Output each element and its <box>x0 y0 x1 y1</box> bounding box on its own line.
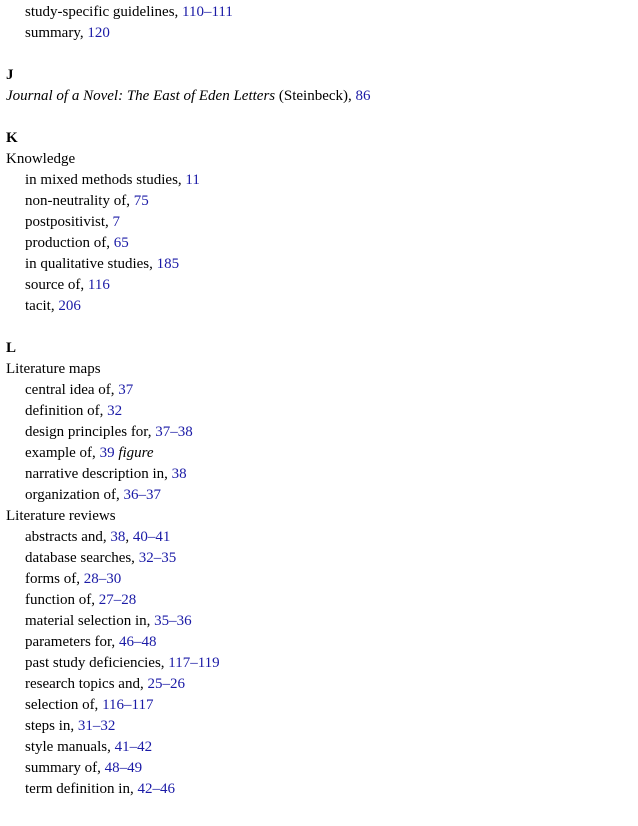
page-link[interactable]: 117–119 <box>168 655 220 671</box>
page-link[interactable]: 185 <box>156 256 180 272</box>
index-subentry <box>6 737 626 758</box>
entry-text: in qualitative studies, <box>25 256 157 272</box>
entry-text: Literature reviews <box>6 508 116 524</box>
entry-text: (Steinbeck), <box>275 88 356 104</box>
page-link[interactable]: 35–36 <box>154 613 192 629</box>
page-link[interactable]: 38 <box>110 529 126 545</box>
entry-text: K <box>6 130 18 146</box>
index-subentry <box>6 716 626 737</box>
page-link[interactable]: 116 <box>87 277 110 293</box>
entry-text: Literature maps <box>6 361 101 377</box>
entry-text: narrative description in, <box>25 466 172 482</box>
page-link[interactable]: 110–111 <box>182 4 233 20</box>
entry-text: Knowledge <box>6 151 76 167</box>
page-link[interactable]: 46–48 <box>118 634 157 650</box>
entry-text: database searches, <box>25 550 139 566</box>
page-link[interactable]: 32 <box>107 403 123 419</box>
entry-text: organization of, <box>25 487 124 503</box>
index-subentry <box>6 653 626 674</box>
section-gap <box>6 107 626 128</box>
entry-text: tacit, <box>25 298 59 314</box>
page-link[interactable]: 75 <box>133 193 149 209</box>
index-subentry <box>6 380 626 401</box>
section-letter <box>6 128 626 149</box>
entry-text: term definition in, <box>25 781 138 797</box>
index-subentry <box>6 569 626 590</box>
index-subentry <box>6 23 626 44</box>
entry-text: source of, <box>25 277 88 293</box>
index-entry <box>6 149 626 170</box>
index-subentry <box>6 443 626 464</box>
page-link[interactable]: 32–35 <box>138 550 177 566</box>
entry-text: past study deficiencies, <box>25 655 169 671</box>
entry-text: function of, <box>25 592 99 608</box>
index-entry <box>6 86 626 107</box>
page-link[interactable]: 37–38 <box>155 424 193 440</box>
index-subentry <box>6 2 626 23</box>
entry-text: summary, <box>25 25 88 41</box>
index-subentry <box>6 527 626 548</box>
entry-text: definition of, <box>25 403 108 419</box>
figure-note: figure <box>114 445 154 461</box>
index-subentry <box>6 758 626 779</box>
entry-text: L <box>6 340 17 356</box>
entry-text: production of, <box>25 235 114 251</box>
page-link[interactable]: 28–30 <box>83 571 122 587</box>
page-link[interactable]: 39 <box>99 445 115 461</box>
page-link[interactable]: 25–26 <box>147 676 185 692</box>
page-link[interactable]: 120 <box>87 25 110 41</box>
page-link[interactable]: 86 <box>355 88 371 104</box>
page-link[interactable]: 65 <box>113 235 129 251</box>
index-subentry <box>6 590 626 611</box>
index-subentry <box>6 401 626 422</box>
page-link[interactable]: 42–46 <box>137 781 175 797</box>
index-subentry <box>6 296 626 317</box>
index-subentry <box>6 212 626 233</box>
entry-text: design principles for, <box>25 424 156 440</box>
entry-title-italic: Journal of a Novel: The East of Eden Letters <box>6 88 276 104</box>
entry-text: forms of, <box>25 571 84 587</box>
section-letter <box>6 65 626 86</box>
index-subentry <box>6 548 626 569</box>
page-link[interactable]: 7 <box>112 214 121 230</box>
index-subentry <box>6 464 626 485</box>
index-subentry <box>6 191 626 212</box>
index-subentry <box>6 674 626 695</box>
index-subentry <box>6 170 626 191</box>
entry-text: style manuals, <box>25 739 115 755</box>
index-subentry <box>6 422 626 443</box>
index-subentry <box>6 779 626 800</box>
index-entry <box>6 359 626 380</box>
index-subentry <box>6 254 626 275</box>
entry-text: example of, <box>25 445 100 461</box>
entry-text: selection of, <box>25 697 103 713</box>
page-link[interactable]: 206 <box>58 298 81 314</box>
section-gap <box>6 44 626 65</box>
page-link[interactable]: 40–41 <box>132 529 171 545</box>
entry-text: abstracts and, <box>25 529 111 545</box>
entry-text: steps in, <box>25 718 78 734</box>
page-link[interactable]: 36–37 <box>123 487 161 503</box>
entry-text: summary of, <box>25 760 105 776</box>
entry-text: material selection in, <box>25 613 155 629</box>
entry-text: in mixed methods studies, <box>25 172 186 188</box>
page-link[interactable]: 38 <box>171 466 187 482</box>
entry-text: study-specific guidelines, <box>25 4 183 20</box>
index-subentry <box>6 233 626 254</box>
section-letter <box>6 338 626 359</box>
page-link[interactable]: 41–42 <box>114 739 153 755</box>
index-subentry <box>6 695 626 716</box>
index-subentry <box>6 485 626 506</box>
entry-text: non-neutrality of, <box>25 193 134 209</box>
index-subentry <box>6 275 626 296</box>
page-link[interactable]: 37 <box>118 382 134 398</box>
index-subentry <box>6 611 626 632</box>
page-link[interactable]: 48–49 <box>104 760 143 776</box>
entry-text: postpositivist, <box>25 214 113 230</box>
page-link[interactable]: 116–117 <box>102 697 154 713</box>
page-link[interactable]: 11 <box>185 172 200 188</box>
page-link[interactable]: 27–28 <box>98 592 137 608</box>
entry-text: parameters for, <box>25 634 119 650</box>
entry-text: J <box>6 67 14 83</box>
entry-text: research topics and, <box>25 676 148 692</box>
index-entry <box>6 506 626 527</box>
index-subentry <box>6 632 626 653</box>
page-separator: , <box>125 529 133 545</box>
page-link[interactable]: 31–32 <box>77 718 116 734</box>
index-page <box>6 2 626 800</box>
section-gap <box>6 317 626 338</box>
entry-text: central idea of, <box>25 382 119 398</box>
